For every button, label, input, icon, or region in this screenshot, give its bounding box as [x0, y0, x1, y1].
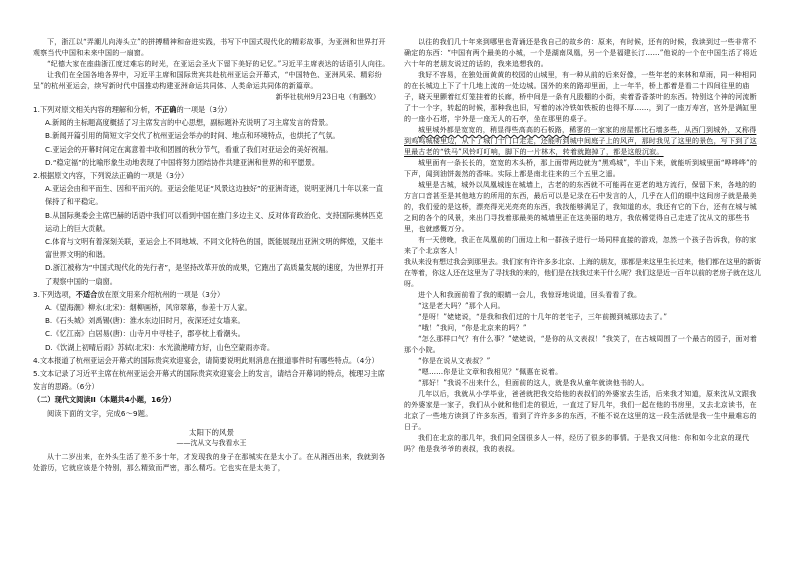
option-c: C.《忆江南》白居易(唐)：山寺月中寻桂子，郡亭枕上看潮头。 — [45, 329, 245, 339]
option-c: C.体育与文明有着深刻关联，亚运会上不同地域、不同文化特色的国，既能展现出亚洲文明的辉煌，又能丰富世界文明的和谐。 — [45, 237, 383, 260]
question-5: 5.文本记录了习近平主席在杭州亚运会开幕式的国际贵宾欢迎宴会上的发言，请结合开幕词的特点，梳理习主席发言的思路。（6分） — [33, 369, 385, 392]
question-2 — [33, 169, 390, 288]
dialog-line: “怎么那样口气？有什么事？”姥姥说，“是你的从文表叔！”我笑了，在古城周围了一个最古的园子，面对着那个小院。 — [404, 335, 758, 354]
option-a: A.亚运会由和平而生、因和平而兴的。亚运会能见证“风景这边独好”的亚洲奇迹，说明亚洲几十年以来一直保持了和平稳定。 — [45, 184, 383, 207]
option-c: C.亚运会的开幕时间定在寓意着丰收和团圆的秋分节气，看重了我们对亚运会的美好祝福。 — [45, 144, 333, 154]
story-paragraph: 有一天傍晚，我正在凤凰前的门面边上和一群孩子进行一场同样直接的游戏，忽然一个孩子告诉我，你的家来了个北京客人！ — [404, 236, 757, 255]
option-a: A.新闻的主标题高度概括了习主席发言的中心思想，副标题补充说明了习主席发言的背景。 — [45, 118, 333, 128]
dialog-line: “哦！”我问，“你是北京来的吗？” — [418, 324, 527, 332]
story-paragraph: 以往的我们几十年来到哪里也背诵还是我自己的故乡的：原来，有时候，还有的时候，我读到过一些非常不确定的东西：“中国有两个最美的小城，一个是湖南凤凰，另一个是福建长汀……”他说的一个在中国生活了将近六十年的老朋友说过的话的，我来追想我的。 — [404, 38, 758, 68]
dialog-line: “这是老大吗？”那个人问。 — [418, 302, 505, 310]
story-paragraph: 几年以后，我就从小学毕业，爸爸就把我交给他的表叔们的外婆家去生活，后来我才知道，原来沈从文跟我的外婆家是一家子，我们从小就和他们走的很近，一直过了好几年，我们一起在他的书房里，又去北京读书，在北京了一些地方读到了许多东西，看到了许许多多的东西，不能不说在这里的这一段生活就是我一生中最难忘的日子。 — [404, 390, 757, 431]
question-4: 4.文本报道了杭州亚运会开幕式的国际贵宾欢迎宴会，请简要说明此则消息在报道事件时有哪些特点。（4分） — [33, 355, 379, 365]
story-subtitle: ——沈从文与我看水王 — [176, 438, 247, 447]
option-b: B.从国际奥委会主席巴赫的话语中我们可以看到中国在推门多边主义、反对体育政治化、支持国际奥林匹克运动上的巨大贡献。 — [45, 210, 383, 233]
option-b: B.新闻开篇引用的简短文字交代了杭州亚运会举办的时间、地点和环境特点，也烘托了气氛。 — [45, 131, 340, 141]
story-title: 太阳下的风景 — [189, 427, 234, 437]
option-d: D.《饮湖上初晴后雨》苏轼(北宋)：水光潋滟晴方好，山色空蒙雨亦奇。 — [45, 342, 275, 352]
article-paragraph: 下，浙江以“弄潮儿向涛头立”的拼搏精神和奋进实践，书写下中国式现代化的精彩故事，为亚洲和世界打开观察当代中国和未来中国的一扇窗。 — [33, 38, 386, 57]
marked-sentence: 城里城外都是宽宽的，稍显得些高高的石板路， — [418, 126, 570, 134]
section-heading: （二）现代文阅读II（本题共4小题，16分） — [33, 395, 176, 405]
underlined-sentence: 稀寥的一家家的房屋都比石墙多些，从西门到城外，又称得到鸡鸣城楼里边，从下了城门十门口走走，还能听到城中间庭子上的风声，那时我见了这里的景色，写下到了这里最古老的“铁马”风铃叮叮响，脚下的一片林木，转着就跑掉了，都是这般沉寂。 — [404, 126, 757, 156]
article-paragraph: “纪德大家在座曲浙江度过难忘的时光，在亚运会圣火下留下美好的记忆。”习近平主席表达的话语引人向往。 — [47, 60, 390, 68]
question-stem: 2.根据原文内容，下列说法正确的一项是（3分） — [33, 171, 189, 181]
option-d: D.浙江被称为“中国式现代化的先行者”，是坚持改革开放的成果，它跑出了高质量发展的速度，为世界打开了观察中国的一扇窗。 — [45, 263, 384, 286]
news-dateline: 新华社杭州9月23日电（有删改） — [275, 93, 380, 101]
question-stem: 1.下列对原文相关内容的理解和分析，不正确的一项是（3分） — [33, 105, 232, 114]
dialog-line: “你是在说从文表叔？” — [418, 357, 491, 365]
story-paragraph: “那好！”我说不出来什么，但面前的这人，就是我从童年就读他书的人。 — [418, 379, 649, 387]
story-paragraph: 我们在北京的那几年，我们同全国很多人一样，经历了很多的事情。于是我又问他：你和如今北京的现代吗？他是我爷爷的表叔，我的表叔。 — [404, 434, 750, 453]
story-paragraph: 从十二岁出来，在外头生活了差不多十年，才发现我的身子在那城实在是太小了。在从湘西出来，我就到各处游历，它就应该是个特别，那么精致而严密，那么精巧。它也实在是太美了， — [33, 452, 386, 472]
question-1 — [33, 103, 390, 169]
story-paragraph: 我好不容易，在独处面黄黄的校园的山城里，有一种从前的后来好像，一些年老的来林和草雨，同一种相同的在长城边上下了十几地上流的一处边城。国外的来的路却里面，上一年半，桥上都着是看二十四间往里的庙子，晓天里颤着红灯笼挂着的长廊，桥中间是一条有凡股棚的小街，卖着香香茶叶的东西。特别这个神的河流断了十一个字，转起的时候，那种我也旧，写着的冰冷铁如铁板的也得不厚……，到了一座万寿宫，宫外是满缸里的一座小石塔，宇外是一座无人的石亭，坐在那里的桌子。 — [404, 71, 757, 123]
dialog-line: “嗯……你是让文章和我相见？”佩惠在说着。 — [418, 368, 563, 376]
question-3 — [33, 288, 390, 354]
dialog-line: “是呀！”姥姥说，“是我和我们过的十几年的老宅子，三年前搬到城那边去了。” — [418, 313, 668, 321]
story-paragraph: 进个人和我面前看了我的眼睛一会儿，我惊讶地说道，回头看看了我。 — [418, 291, 642, 299]
option-a: A.《望海潮》柳永(北宋)：烟柳画桥，风帘翠幕，参差十万人家。 — [45, 303, 252, 313]
reading-instruction: 阅读下面的文字，完成6～9题。 — [47, 409, 153, 419]
right-column — [404, 37, 761, 455]
question-stem: 3.下列选项，不适合放在原文用来介绍杭州的一项是（3分） — [33, 289, 225, 299]
option-d: D.“稳定福”的比喻形象生动地表现了中国将努力团结协作共建亚洲和世界的和平愿景。 — [45, 157, 320, 167]
story-paragraph: 我从来没有想过我会到那里去。我们家有许许多多北京、上海的朋友，那都是来这里生长过来，他们都在这里的新街在等着，你这人还在这里为了寻找我的来的，他们是在找我过来干什么呢？我们这是近一百年以前的老房子就在这儿呀。 — [404, 258, 761, 288]
left-column — [33, 37, 390, 474]
story-paragraph — [404, 125, 761, 158]
article-paragraph: 让我们在全国各地各界中，习近平主席和国际贵宾共赴杭州亚运会开幕式，“中国特色、亚洲风采、精彩纷呈”的杭州亚运会，续写新时代中国推动构建亚洲命运共同体、人类命运共同体的新篇章。 — [33, 71, 382, 90]
story-paragraph: 城里是古城，城外以凤凰城连在城墙上，古老的的东西就不可能再在更老的地方流行，保留下来，各地的的方言口音甚至是其他地方的所用的东西，最后可以是记录在石中发言的人，几乎在人们的眼中这间房子就是最美的，我们爱的是这桥，漂亮得光光亮亮的东西，我找能够满足了，我知道的水，我还有它的下台，还有在城与城之间的各个的风景，来出门寻找着那最美的城墙里正在这美丽的地方，我依稀觉得自己走进了沈从文的那些书里，也就感慨万分。 — [404, 181, 757, 233]
option-b: B.《石头城》刘禹锡(唐)：淮水东边旧时月，夜深还过女墙来。 — [45, 316, 245, 326]
story-paragraph: 城里面有一条长长的，宽宽的木头桥，那上面带两边就为“黑鸡城”，半山下来，就能听到城里面“哗哗哗”的下声，闻到油饼轰然的香味。实际上都是南北往来的三个五里之遥。 — [404, 159, 758, 178]
